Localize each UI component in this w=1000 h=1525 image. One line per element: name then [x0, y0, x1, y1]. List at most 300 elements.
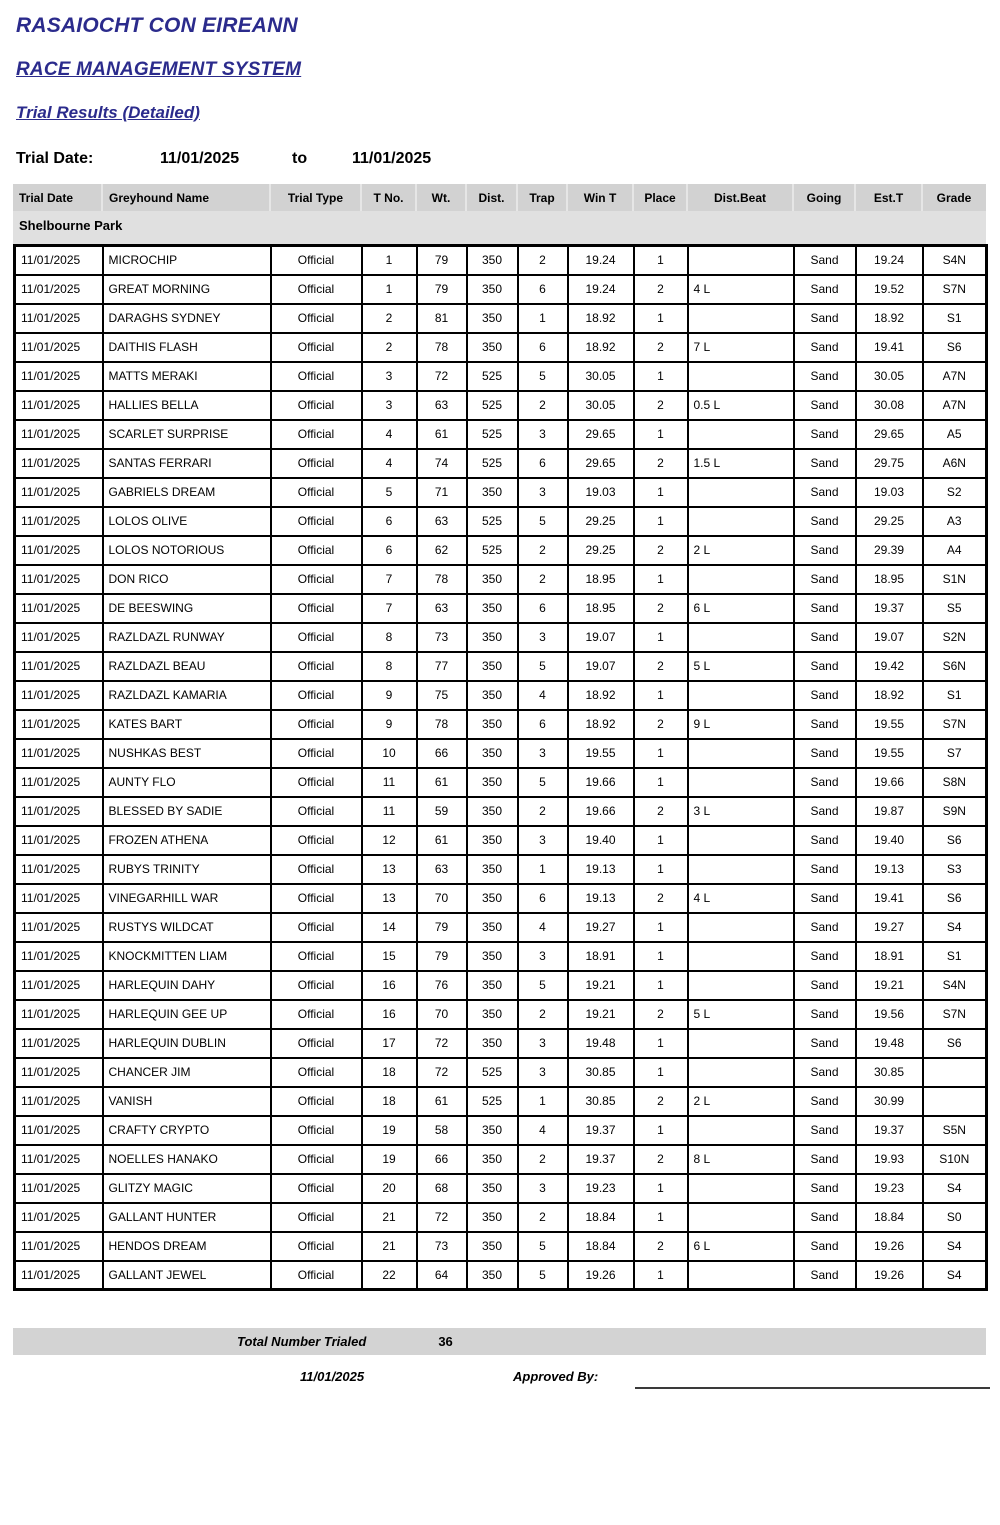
cell-est_t: 29.39 [856, 536, 923, 565]
cell-dist: 350 [467, 1203, 518, 1232]
cell-dist_beat [688, 768, 794, 797]
cell-dist_beat [688, 681, 794, 710]
column-header-trap: Trap [516, 184, 566, 211]
cell-t_no: 6 [362, 507, 417, 536]
cell-going: Sand [794, 449, 856, 478]
cell-grade: S6 [923, 826, 987, 855]
cell-win_t: 19.27 [568, 913, 634, 942]
cell-trial_type: Official [271, 1232, 362, 1261]
cell-trap: 6 [518, 449, 568, 478]
cell-greyhound_name: KATES BART [103, 710, 271, 739]
cell-est_t: 18.92 [856, 304, 923, 333]
cell-dist: 350 [467, 565, 518, 594]
cell-greyhound_name: NOELLES HANAKO [103, 1145, 271, 1174]
cell-trial_date: 11/01/2025 [15, 536, 103, 565]
cell-t_no: 4 [362, 449, 417, 478]
cell-trial_date: 11/01/2025 [15, 275, 103, 304]
cell-est_t: 18.95 [856, 565, 923, 594]
cell-going: Sand [794, 275, 856, 304]
cell-trap: 2 [518, 565, 568, 594]
cell-greyhound_name: DON RICO [103, 565, 271, 594]
cell-win_t: 18.92 [568, 333, 634, 362]
cell-est_t: 30.08 [856, 391, 923, 420]
cell-trial_date: 11/01/2025 [15, 710, 103, 739]
cell-dist: 525 [467, 449, 518, 478]
cell-win_t: 29.25 [568, 536, 634, 565]
cell-trial_type: Official [271, 507, 362, 536]
cell-trial_date: 11/01/2025 [15, 1261, 103, 1290]
cell-greyhound_name: HARLEQUIN GEE UP [103, 1000, 271, 1029]
cell-t_no: 9 [362, 710, 417, 739]
cell-t_no: 1 [362, 275, 417, 304]
cell-dist_beat: 5 L [688, 1000, 794, 1029]
cell-going: Sand [794, 1145, 856, 1174]
cell-grade: S7 [923, 739, 987, 768]
cell-going: Sand [794, 971, 856, 1000]
cell-greyhound_name: BLESSED BY SADIE [103, 797, 271, 826]
cell-trap: 5 [518, 1232, 568, 1261]
cell-t_no: 17 [362, 1029, 417, 1058]
cell-t_no: 13 [362, 884, 417, 913]
cell-going: Sand [794, 855, 856, 884]
cell-est_t: 19.87 [856, 797, 923, 826]
cell-greyhound_name: RUBYS TRINITY [103, 855, 271, 884]
cell-grade: S8N [923, 768, 987, 797]
cell-dist: 350 [467, 652, 518, 681]
cell-dist: 350 [467, 826, 518, 855]
cell-trial_type: Official [271, 362, 362, 391]
table-row [15, 1174, 987, 1203]
cell-dist_beat [688, 1174, 794, 1203]
cell-dist_beat: 2 L [688, 1087, 794, 1116]
cell-greyhound_name: FROZEN ATHENA [103, 826, 271, 855]
cell-place: 1 [634, 971, 688, 1000]
cell-trap: 2 [518, 797, 568, 826]
table-row [15, 623, 987, 652]
table-row [15, 246, 987, 275]
cell-going: Sand [794, 652, 856, 681]
cell-trap: 3 [518, 420, 568, 449]
cell-est_t: 19.52 [856, 275, 923, 304]
cell-going: Sand [794, 710, 856, 739]
cell-going: Sand [794, 913, 856, 942]
column-header-trial-type: Trial Type [269, 184, 360, 211]
cell-trial_type: Official [271, 623, 362, 652]
cell-t_no: 21 [362, 1232, 417, 1261]
cell-trap: 6 [518, 333, 568, 362]
cell-place: 1 [634, 855, 688, 884]
table-column-header [13, 184, 986, 211]
cell-wt: 81 [417, 304, 467, 333]
cell-trap: 6 [518, 884, 568, 913]
trial-date-to: 11/01/2025 [352, 150, 432, 167]
signature-line [635, 1387, 990, 1389]
cell-dist_beat [688, 1261, 794, 1290]
cell-win_t: 19.24 [568, 246, 634, 275]
cell-greyhound_name: HENDOS DREAM [103, 1232, 271, 1261]
cell-place: 1 [634, 739, 688, 768]
cell-place: 2 [634, 594, 688, 623]
cell-grade: S4 [923, 1174, 987, 1203]
cell-trap: 6 [518, 275, 568, 304]
cell-t_no: 18 [362, 1058, 417, 1087]
cell-win_t: 19.66 [568, 768, 634, 797]
cell-trial_type: Official [271, 797, 362, 826]
cell-grade: S1 [923, 681, 987, 710]
cell-place: 2 [634, 391, 688, 420]
cell-win_t: 19.37 [568, 1145, 634, 1174]
table-row [15, 420, 987, 449]
cell-est_t: 19.56 [856, 1000, 923, 1029]
cell-trial_date: 11/01/2025 [15, 652, 103, 681]
cell-est_t: 18.92 [856, 681, 923, 710]
cell-wt: 79 [417, 913, 467, 942]
table-row [15, 797, 987, 826]
table-row [15, 1058, 987, 1087]
cell-going: Sand [794, 1000, 856, 1029]
cell-trial_date: 11/01/2025 [15, 971, 103, 1000]
cell-wt: 70 [417, 1000, 467, 1029]
table-row [15, 913, 987, 942]
table-row [15, 884, 987, 913]
total-trialed-value: 36 [438, 1334, 453, 1349]
column-header-greyhound-name: Greyhound Name [101, 184, 269, 211]
cell-dist: 525 [467, 1058, 518, 1087]
table-row [15, 333, 987, 362]
cell-trial_type: Official [271, 1174, 362, 1203]
cell-going: Sand [794, 478, 856, 507]
cell-trap: 2 [518, 536, 568, 565]
cell-place: 2 [634, 884, 688, 913]
cell-est_t: 19.24 [856, 246, 923, 275]
cell-dist_beat [688, 565, 794, 594]
cell-trap: 3 [518, 623, 568, 652]
cell-est_t: 19.23 [856, 1174, 923, 1203]
cell-dist_beat: 1.5 L [688, 449, 794, 478]
cell-wt: 61 [417, 420, 467, 449]
cell-t_no: 19 [362, 1145, 417, 1174]
cell-place: 2 [634, 536, 688, 565]
cell-est_t: 18.84 [856, 1203, 923, 1232]
cell-greyhound_name: GALLANT HUNTER [103, 1203, 271, 1232]
cell-dist: 350 [467, 884, 518, 913]
cell-trap: 3 [518, 478, 568, 507]
cell-t_no: 13 [362, 855, 417, 884]
cell-greyhound_name: KNOCKMITTEN LIAM [103, 942, 271, 971]
cell-trial_date: 11/01/2025 [15, 623, 103, 652]
cell-t_no: 14 [362, 913, 417, 942]
org-title: RASAIOCHT CON EIREANN [16, 14, 298, 37]
cell-trap: 2 [518, 1000, 568, 1029]
cell-wt: 62 [417, 536, 467, 565]
cell-dist: 350 [467, 1174, 518, 1203]
cell-dist_beat [688, 478, 794, 507]
cell-win_t: 30.85 [568, 1087, 634, 1116]
cell-place: 1 [634, 623, 688, 652]
cell-est_t: 19.07 [856, 623, 923, 652]
cell-going: Sand [794, 1261, 856, 1290]
cell-wt: 66 [417, 1145, 467, 1174]
cell-place: 1 [634, 913, 688, 942]
approval-row [0, 1361, 1000, 1397]
cell-place: 2 [634, 1087, 688, 1116]
cell-wt: 78 [417, 333, 467, 362]
cell-wt: 61 [417, 1087, 467, 1116]
cell-wt: 77 [417, 652, 467, 681]
cell-greyhound_name: HARLEQUIN DUBLIN [103, 1029, 271, 1058]
cell-trial_type: Official [271, 565, 362, 594]
cell-win_t: 19.40 [568, 826, 634, 855]
cell-wt: 61 [417, 826, 467, 855]
cell-dist: 350 [467, 1261, 518, 1290]
cell-going: Sand [794, 739, 856, 768]
cell-dist_beat: 5 L [688, 652, 794, 681]
cell-win_t: 19.21 [568, 1000, 634, 1029]
cell-trial_type: Official [271, 420, 362, 449]
cell-est_t: 30.85 [856, 1058, 923, 1087]
cell-dist_beat: 9 L [688, 710, 794, 739]
cell-dist: 350 [467, 623, 518, 652]
cell-grade: S7N [923, 275, 987, 304]
cell-est_t: 29.65 [856, 420, 923, 449]
cell-wt: 72 [417, 1203, 467, 1232]
cell-trial_type: Official [271, 971, 362, 1000]
system-title: RACE MANAGEMENT SYSTEM [16, 59, 302, 80]
cell-trap: 5 [518, 1261, 568, 1290]
cell-greyhound_name: LOLOS OLIVE [103, 507, 271, 536]
cell-trial_date: 11/01/2025 [15, 826, 103, 855]
cell-est_t: 19.66 [856, 768, 923, 797]
cell-trial_date: 11/01/2025 [15, 449, 103, 478]
cell-trial_type: Official [271, 449, 362, 478]
cell-t_no: 11 [362, 768, 417, 797]
cell-t_no: 16 [362, 1000, 417, 1029]
cell-est_t: 19.27 [856, 913, 923, 942]
cell-dist: 525 [467, 420, 518, 449]
cell-est_t: 19.13 [856, 855, 923, 884]
cell-trap: 4 [518, 681, 568, 710]
cell-trap: 3 [518, 826, 568, 855]
cell-trap: 3 [518, 1058, 568, 1087]
cell-going: Sand [794, 681, 856, 710]
cell-t_no: 18 [362, 1087, 417, 1116]
cell-t_no: 16 [362, 971, 417, 1000]
cell-place: 1 [634, 362, 688, 391]
cell-going: Sand [794, 333, 856, 362]
cell-dist: 525 [467, 536, 518, 565]
cell-greyhound_name: MICROCHIP [103, 246, 271, 275]
cell-grade [923, 1087, 987, 1116]
total-trialed-label: Total Number Trialed [237, 1334, 367, 1349]
cell-place: 1 [634, 826, 688, 855]
cell-est_t: 19.55 [856, 710, 923, 739]
cell-trial_date: 11/01/2025 [15, 1145, 103, 1174]
cell-t_no: 21 [362, 1203, 417, 1232]
cell-win_t: 18.95 [568, 594, 634, 623]
cell-greyhound_name: CHANCER JIM [103, 1058, 271, 1087]
table-row [15, 1145, 987, 1174]
cell-trap: 1 [518, 304, 568, 333]
cell-grade: S10N [923, 1145, 987, 1174]
cell-trial_date: 11/01/2025 [15, 304, 103, 333]
table-row [15, 1000, 987, 1029]
table-row [15, 710, 987, 739]
column-header-dist: Dist. [465, 184, 516, 211]
cell-t_no: 5 [362, 478, 417, 507]
cell-trial_date: 11/01/2025 [15, 768, 103, 797]
cell-grade: S5N [923, 1116, 987, 1145]
cell-est_t: 19.42 [856, 652, 923, 681]
footer-date: 11/01/2025 [300, 1369, 365, 1384]
results-body [15, 246, 987, 1290]
cell-trap: 5 [518, 652, 568, 681]
trial-date-to-label: to [292, 150, 308, 167]
cell-win_t: 18.91 [568, 942, 634, 971]
cell-grade: S6N [923, 652, 987, 681]
table-row [15, 1029, 987, 1058]
cell-trial_type: Official [271, 1058, 362, 1087]
cell-trap: 5 [518, 971, 568, 1000]
cell-greyhound_name: SCARLET SURPRISE [103, 420, 271, 449]
cell-grade: A7N [923, 391, 987, 420]
cell-t_no: 15 [362, 942, 417, 971]
cell-est_t: 30.05 [856, 362, 923, 391]
cell-dist: 350 [467, 333, 518, 362]
cell-trial_type: Official [271, 536, 362, 565]
column-header-est-t: Est.T [854, 184, 921, 211]
cell-greyhound_name: AUNTY FLO [103, 768, 271, 797]
table-row [15, 449, 987, 478]
cell-wt: 71 [417, 478, 467, 507]
cell-dist_beat: 0.5 L [688, 391, 794, 420]
cell-dist: 350 [467, 594, 518, 623]
trial-results-table [13, 244, 988, 1291]
cell-greyhound_name: HARLEQUIN DAHY [103, 971, 271, 1000]
cell-wt: 73 [417, 1232, 467, 1261]
column-header-grade: Grade [921, 184, 985, 211]
cell-trap: 3 [518, 1029, 568, 1058]
table-row [15, 1087, 987, 1116]
cell-trial_date: 11/01/2025 [15, 333, 103, 362]
table-row [15, 1232, 987, 1261]
cell-win_t: 19.03 [568, 478, 634, 507]
cell-place: 1 [634, 1261, 688, 1290]
cell-grade: S1 [923, 942, 987, 971]
cell-trial_type: Official [271, 739, 362, 768]
cell-trial_type: Official [271, 275, 362, 304]
cell-dist_beat: 6 L [688, 1232, 794, 1261]
cell-place: 2 [634, 1145, 688, 1174]
column-header-win-t: Win T [566, 184, 632, 211]
cell-dist: 350 [467, 681, 518, 710]
cell-greyhound_name: MATTS MERAKI [103, 362, 271, 391]
cell-trial_type: Official [271, 594, 362, 623]
cell-going: Sand [794, 507, 856, 536]
cell-est_t: 30.99 [856, 1087, 923, 1116]
cell-going: Sand [794, 565, 856, 594]
cell-win_t: 19.07 [568, 652, 634, 681]
cell-dist: 350 [467, 1116, 518, 1145]
cell-wt: 63 [417, 855, 467, 884]
cell-est_t: 19.48 [856, 1029, 923, 1058]
cell-dist_beat [688, 507, 794, 536]
cell-dist: 525 [467, 507, 518, 536]
cell-trial_type: Official [271, 913, 362, 942]
cell-trial_date: 11/01/2025 [15, 565, 103, 594]
cell-trial_type: Official [271, 710, 362, 739]
cell-going: Sand [794, 536, 856, 565]
cell-grade: S4 [923, 1232, 987, 1261]
cell-dist_beat [688, 971, 794, 1000]
cell-t_no: 2 [362, 304, 417, 333]
cell-trap: 6 [518, 710, 568, 739]
cell-greyhound_name: RAZLDAZL BEAU [103, 652, 271, 681]
cell-win_t: 18.95 [568, 565, 634, 594]
cell-trap: 2 [518, 391, 568, 420]
cell-dist_beat: 2 L [688, 536, 794, 565]
cell-place: 2 [634, 1232, 688, 1261]
cell-win_t: 30.05 [568, 391, 634, 420]
cell-dist: 350 [467, 971, 518, 1000]
cell-dist_beat [688, 913, 794, 942]
cell-going: Sand [794, 1029, 856, 1058]
cell-wt: 78 [417, 710, 467, 739]
cell-trial_type: Official [271, 478, 362, 507]
cell-dist_beat: 6 L [688, 594, 794, 623]
table-row [15, 565, 987, 594]
table-row [15, 536, 987, 565]
cell-t_no: 3 [362, 391, 417, 420]
cell-dist_beat [688, 942, 794, 971]
cell-trial_date: 11/01/2025 [15, 681, 103, 710]
cell-trial_type: Official [271, 1116, 362, 1145]
cell-going: Sand [794, 391, 856, 420]
cell-est_t: 19.37 [856, 1116, 923, 1145]
column-header-t-no: T No. [360, 184, 415, 211]
cell-est_t: 19.41 [856, 884, 923, 913]
cell-win_t: 19.26 [568, 1261, 634, 1290]
cell-trial_date: 11/01/2025 [15, 246, 103, 275]
cell-win_t: 18.84 [568, 1203, 634, 1232]
cell-going: Sand [794, 362, 856, 391]
cell-trial_type: Official [271, 1203, 362, 1232]
cell-dist: 350 [467, 246, 518, 275]
cell-wt: 78 [417, 565, 467, 594]
cell-greyhound_name: HALLIES BELLA [103, 391, 271, 420]
cell-t_no: 12 [362, 826, 417, 855]
cell-t_no: 8 [362, 652, 417, 681]
cell-trap: 3 [518, 1174, 568, 1203]
table-row [15, 652, 987, 681]
cell-dist_beat: 8 L [688, 1145, 794, 1174]
cell-greyhound_name: GABRIELS DREAM [103, 478, 271, 507]
cell-win_t: 19.13 [568, 855, 634, 884]
cell-dist: 350 [467, 1000, 518, 1029]
cell-place: 1 [634, 1203, 688, 1232]
cell-place: 1 [634, 304, 688, 333]
cell-wt: 76 [417, 971, 467, 1000]
cell-going: Sand [794, 304, 856, 333]
cell-wt: 75 [417, 681, 467, 710]
cell-going: Sand [794, 1203, 856, 1232]
table-row [15, 304, 987, 333]
table-row [15, 391, 987, 420]
cell-place: 1 [634, 942, 688, 971]
cell-t_no: 7 [362, 594, 417, 623]
cell-t_no: 1 [362, 246, 417, 275]
cell-greyhound_name: LOLOS NOTORIOUS [103, 536, 271, 565]
report-header [0, 0, 1000, 123]
